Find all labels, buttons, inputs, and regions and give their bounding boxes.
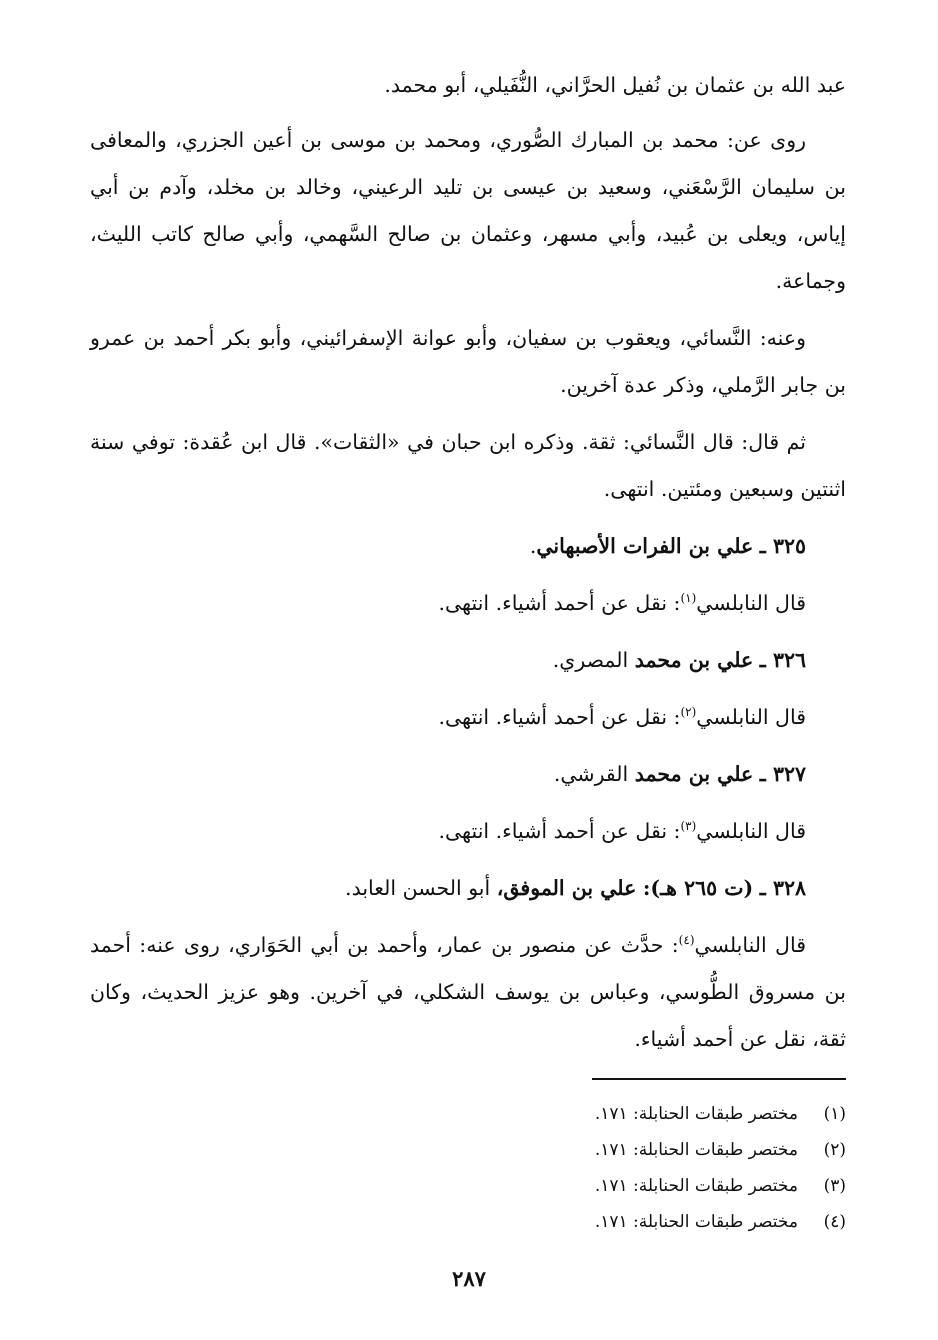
footnote-number: (٣)	[823, 1176, 846, 1196]
footnote-text: مختصر طبقات الحنابلة: ١٧١.	[594, 1212, 798, 1232]
entry-name: علي بن محمد	[634, 648, 754, 672]
entry-number: ٣٢٦ ـ	[759, 648, 806, 672]
footnote-item	[90, 1168, 846, 1204]
footnotes	[90, 1096, 846, 1240]
entry-rest: المصري.	[552, 648, 635, 672]
footnote-ref[interactable]: (٤)	[678, 933, 695, 948]
entry-name: علي بن الفرات الأصبهاني	[536, 534, 754, 558]
note-prefix: قال النابلسي	[696, 591, 806, 615]
entry-number: ٣٢٧ ـ	[759, 762, 806, 786]
footnote-item	[90, 1204, 846, 1240]
entry-number: ٣٢٨ ـ	[759, 876, 806, 900]
note-text: : نقل عن أحمد أشياء. انتهى.	[438, 819, 681, 843]
note-text: : حدَّث عن منصور بن عمار، وأحمد بن أبي الحَوَاري، روى عنه: أحمد بن مسروق الطُّوسي، وعباس بن يوسف الشكلي، في آخرين. وهو عزيز الحديث، وكان ثقة، نقل عن أحمد أشياء.	[90, 933, 846, 1051]
entry-rest: القرشي.	[553, 762, 635, 786]
main-text	[90, 62, 846, 1073]
footnote-number: (٤)	[823, 1212, 846, 1232]
paragraph-heading-continuation: عبد الله بن عثمان بن نُفيل الحرَّاني، النُّفَيلي، أبو محمد.	[384, 73, 846, 97]
footnote-item	[90, 1096, 846, 1132]
paragraph-narrators: وعنه: النَّسائي، ويعقوب بن سفيان، وأبو عوانة الإسفرائيني، وأبو بكر أحمد بن عمرو بن جابر الرَّملي، وذكر عدة آخرين.	[90, 326, 846, 397]
paragraph-narrated-from: روى عن: محمد بن المبارك الصُّوري، ومحمد بن موسى بن أعين الجزري، والمعافى بن سليمان الرَّسْعَني، وسعيد بن عيسى بن تليد الرعيني، وخالد بن مخلد، وآدم بن أبي إياس، ويعلى بن عُبيد، وأبي مسهر، وعثمان بن صالح السَّهمي، وأبي صالح كاتب الليث، وجماعة.	[90, 128, 846, 293]
note-prefix: قال النابلسي	[696, 819, 806, 843]
entry-date: (ت ٢٦٥ هـ):	[642, 876, 754, 900]
entry-heading-327	[90, 751, 846, 798]
entry-heading-328	[90, 865, 846, 912]
entry-rest: .	[529, 534, 537, 558]
entry-note-327	[90, 808, 846, 855]
entry-rest: أبو الحسن العابد.	[345, 876, 497, 900]
note-prefix: قال النابلسي	[694, 933, 806, 957]
footnote-ref[interactable]: (١)	[680, 591, 697, 606]
footnote-item	[90, 1132, 846, 1168]
page-number: ٢٨٧	[452, 1266, 486, 1291]
footnote-number: (٢)	[823, 1140, 846, 1160]
entry-note-328	[90, 922, 846, 1063]
entry-note-326	[90, 694, 846, 741]
entry-heading-325	[90, 523, 846, 570]
footnote-text: مختصر طبقات الحنابلة: ١٧١.	[594, 1140, 798, 1160]
footnote-ref[interactable]: (٣)	[680, 819, 697, 834]
paragraph-grading: ثم قال: قال النَّسائي: ثقة. وذكره ابن حبان في «الثقات». قال ابن عُقدة: توفي سنة اثنتين وسبعين ومئتين. انتهى.	[90, 430, 846, 501]
entry-name: علي بن محمد	[634, 762, 754, 786]
note-prefix: قال النابلسي	[696, 705, 806, 729]
footnote-text: مختصر طبقات الحنابلة: ١٧١.	[594, 1176, 798, 1196]
entry-number: ٣٢٥ ـ	[759, 534, 806, 558]
footnote-number: (١)	[823, 1104, 846, 1124]
footnote-ref[interactable]: (٢)	[680, 705, 697, 720]
note-text: : نقل عن أحمد أشياء. انتهى.	[438, 705, 681, 729]
footnote-text: مختصر طبقات الحنابلة: ١٧١.	[594, 1104, 798, 1124]
entry-name: علي بن الموفق،	[496, 876, 637, 900]
entry-note-325	[90, 580, 846, 627]
footnote-divider	[592, 1078, 846, 1080]
note-text: : نقل عن أحمد أشياء. انتهى.	[438, 591, 681, 615]
entry-heading-326	[90, 637, 846, 684]
